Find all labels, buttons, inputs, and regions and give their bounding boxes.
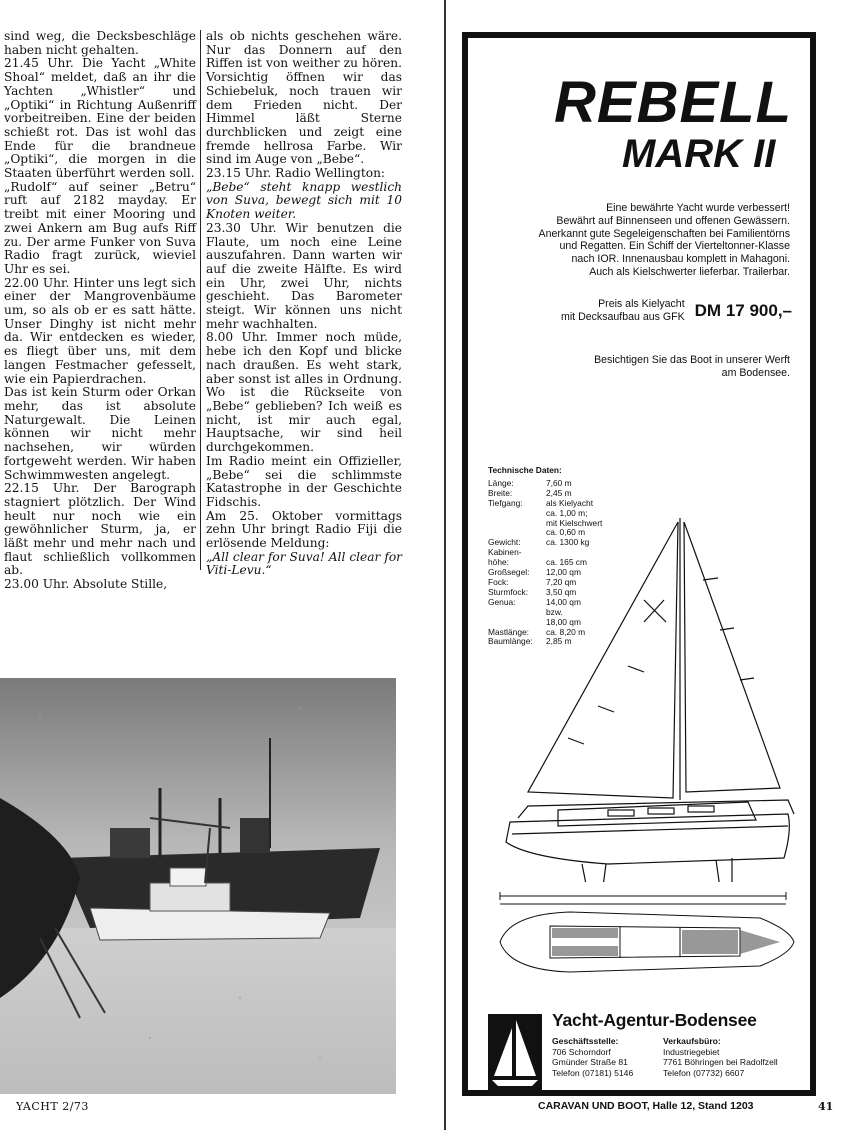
spec-key: Baumlänge: <box>488 636 533 647</box>
spec-key: höhe: <box>488 557 509 568</box>
spec-row <box>488 637 626 647</box>
spec-value: 14,00 qm <box>546 596 581 607</box>
spec-value: ca. 165 cm <box>546 557 587 568</box>
spec-value: als Kielyacht <box>546 497 594 508</box>
price-block <box>561 298 792 324</box>
spec-key: Tiefgang: <box>488 497 523 508</box>
paragraph: 23.30 Uhr. Wir benutzen die Flaute, um noch eine Leine auszufahren. Dann warten wir auf die zweite Hälfte. Es wird ein Uhr, zwei Uhr, nichts geschieht. Das Barometer steigt. Wir können uns nicht mehr wachhalten. <box>206 220 402 331</box>
ad-copy-line: Eine bewährte Yacht wurde verbessert! <box>606 202 790 214</box>
spec-value: ca. 8,20 m <box>546 626 586 637</box>
agency-sail-logo-icon <box>488 1014 542 1090</box>
ad-copy-line: Auch als Kielschwerter lieferbar. Trailerbar. <box>589 265 790 278</box>
spec-value: ca. 1300 kg <box>546 537 590 548</box>
paragraph: 23.15 Uhr. Radio Wellington: <box>206 166 386 181</box>
spec-key: Mastlänge: <box>488 626 529 637</box>
visit-line: am Bodensee. <box>721 366 790 379</box>
spec-value: 3,50 qm <box>546 586 577 597</box>
sales-line: Telefon (07732) 6607 <box>663 1067 745 1078</box>
spec-value: 2,45 m <box>546 487 572 498</box>
price-label-line: mit Decksaufbau aus GFK <box>561 310 685 323</box>
spec-value: 18,00 qm <box>546 616 581 627</box>
advertisement <box>462 32 816 1096</box>
spec-value: 2,85 m <box>546 636 572 647</box>
paragraph: sind weg, die Decksbeschläge haben nicht gehalten. <box>4 29 196 57</box>
spec-key: Breite: <box>488 487 513 498</box>
office-address <box>552 1036 633 1078</box>
spec-key <box>488 519 546 529</box>
spec-key: Großsegel: <box>488 567 530 578</box>
article-column-2 <box>206 30 402 578</box>
price-label-line: Preis als Kielyacht <box>598 298 685 310</box>
spec-value: 7,60 m <box>546 477 572 488</box>
paragraph: 21.45 Uhr. Die Yacht „White Shoal“ meldet, daß an ihr die Yachten „Whistler“ und „Optiki“ in Richtung Außenriff vorbeitreiben. Eine der beiden schießt rot. Das ist wohl das Ende für die brandneue „Optiki“, die morgen in die Staaten überführt werden soll. <box>4 56 196 181</box>
sales-line: 7761 Böhringen bei Radolfzell <box>663 1057 778 1068</box>
specs-title: Technische Daten: <box>488 465 562 475</box>
spec-value: mit Kielschwert <box>546 517 603 528</box>
magazine-issue: YACHT 2/73 <box>16 1100 89 1113</box>
agency-name: Yacht-Agentur-Bodensee <box>552 1010 757 1030</box>
price-label <box>561 298 685 324</box>
article-column-1 <box>4 30 196 592</box>
spec-value: 12,00 qm <box>546 567 581 578</box>
sales-address <box>663 1036 778 1078</box>
ad-copy <box>470 202 790 279</box>
radio-quote: „All clear for Suva! All clear for Viti-Levu.“ <box>206 549 402 578</box>
fair-notice: CARAVAN UND BOOT, Halle 12, Stand 1203 <box>538 1100 754 1112</box>
spec-value: ca. 0,60 m <box>546 527 586 538</box>
ad-copy-line: nach IOR. Innenausbau komplett in Mahagoni. <box>571 253 790 266</box>
ad-copy-line: und Regatten. Ein Schiff der Vierteltonner-Klasse <box>559 240 790 253</box>
spec-value: ca. 1,00 m; <box>546 507 588 518</box>
spec-key: Fock: <box>488 576 509 587</box>
office-line: Gmünder Straße 81 <box>552 1057 628 1068</box>
paragraph: 8.00 Uhr. Immer noch müde, hebe ich den Kopf und blicke nach draußen. Es weht stark, aber sonst ist alles in Ordnung. Wo ist die Rückseite von „Bebe“ geblieben? Ich weiß es nicht, ist mir auch egal, Hauptsache, wir sind heil durchgekommen. <box>206 330 402 455</box>
spec-key: Kabinen- <box>488 547 522 558</box>
visit-note <box>510 354 790 380</box>
sales-line: Industriegebiet <box>663 1046 720 1057</box>
page-gutter <box>444 0 446 1130</box>
paragraph: 22.15 Uhr. Der Barograph stagniert plötzlich. Der Wind heult nur noch wie ein gewöhnlicher Sturm, ja, er läßt mehr und mehr nach und flaut schließlich vollkommen ab. <box>4 481 196 578</box>
ad-copy-line: Bewährt auf Binnenseen und offenen Gewässern. <box>556 214 790 227</box>
price-value: DM 17 900,– <box>694 300 792 320</box>
column-rule <box>200 30 201 570</box>
spec-key: Genua: <box>488 596 516 607</box>
paragraph: Am 25. Oktober vormittags zehn Uhr bringt Radio Fiji die erlösende Meldung: <box>206 508 402 551</box>
spec-key <box>488 608 546 618</box>
ad-copy-line: Anerkannt gute Segeleigenschaften bei Familientörns <box>538 227 790 240</box>
page-number: 41 <box>818 1100 834 1113</box>
spec-row <box>488 618 626 628</box>
visit-line: Besichtigen Sie das Boot in unserer Werft <box>594 354 790 366</box>
paragraph: 22.00 Uhr. Hinter uns legt sich einer der Mangrovenbäume um, so als ob er es satt hätte. Unser Dinghy ist nicht mehr da. Wir entdecken es wieder, es fliegt über uns, mit dem langen Festmacher gefesselt, wie ein Papierdrachen. <box>4 275 196 386</box>
paragraph: 23.00 Uhr. Absolute Stille, <box>4 577 168 592</box>
radio-quote: „Bebe“ steht knapp westlich von Suva, bewegt sich mit 10 Knoten weiter. <box>206 179 402 222</box>
ad-subtitle: MARK II <box>622 132 776 176</box>
paragraph: Das ist kein Sturm oder Orkan mehr, das ist absolute Naturgewalt. Die Leinen können wir nicht mehr nachsehen, wir würden fortgeweht werden. Wir haben Schwimmwesten angelegt. <box>4 385 196 482</box>
spec-value: bzw. <box>546 606 563 617</box>
paragraph: Im Radio meint ein Offizieller, „Bebe“ sei die schlimmste Katastrophe in der Geschichte Fidschis. <box>206 453 402 509</box>
spec-value: 7,20 qm <box>546 576 577 587</box>
agency-block <box>488 1004 800 1094</box>
deck-plan-drawing <box>490 886 798 986</box>
office-line: Telefon (07181) 5146 <box>552 1067 634 1078</box>
spec-key: Sturmfock: <box>488 586 529 597</box>
spec-key <box>488 618 546 628</box>
sales-heading: Verkaufsbüro: <box>663 1036 721 1046</box>
office-heading: Geschäftsstelle: <box>552 1036 619 1046</box>
technical-specs <box>488 466 626 647</box>
ad-title: REBELL <box>554 70 792 135</box>
shipwreck-photo <box>0 678 396 1094</box>
spec-key: Länge: <box>488 477 514 488</box>
paragraph: als ob nichts geschehen wäre. Nur das Donnern auf den Riffen ist von weither zu hören. Vorsichtig öffnen wir das Schiebeluk, noch trauen wir dem Frieden nicht. Der Himmel läßt Sterne durchblicken und zeigt eine fremde hellrosa Farbe. Wir sind im Auge von „Bebe“. <box>206 29 402 167</box>
paragraph: „Rudolf“ auf seiner „Betru“ ruft auf 2182 mayday. Er treibt mit einer Mooring und zwei Ankern am Bug aufs Riff zu. Der arme Funker von Suva Radio fragt zurück, wieviel Uhr es sei. <box>4 179 196 276</box>
office-line: 706 Schorndorf <box>552 1046 611 1057</box>
spec-key <box>488 509 546 519</box>
spec-key: Gewicht: <box>488 537 521 548</box>
